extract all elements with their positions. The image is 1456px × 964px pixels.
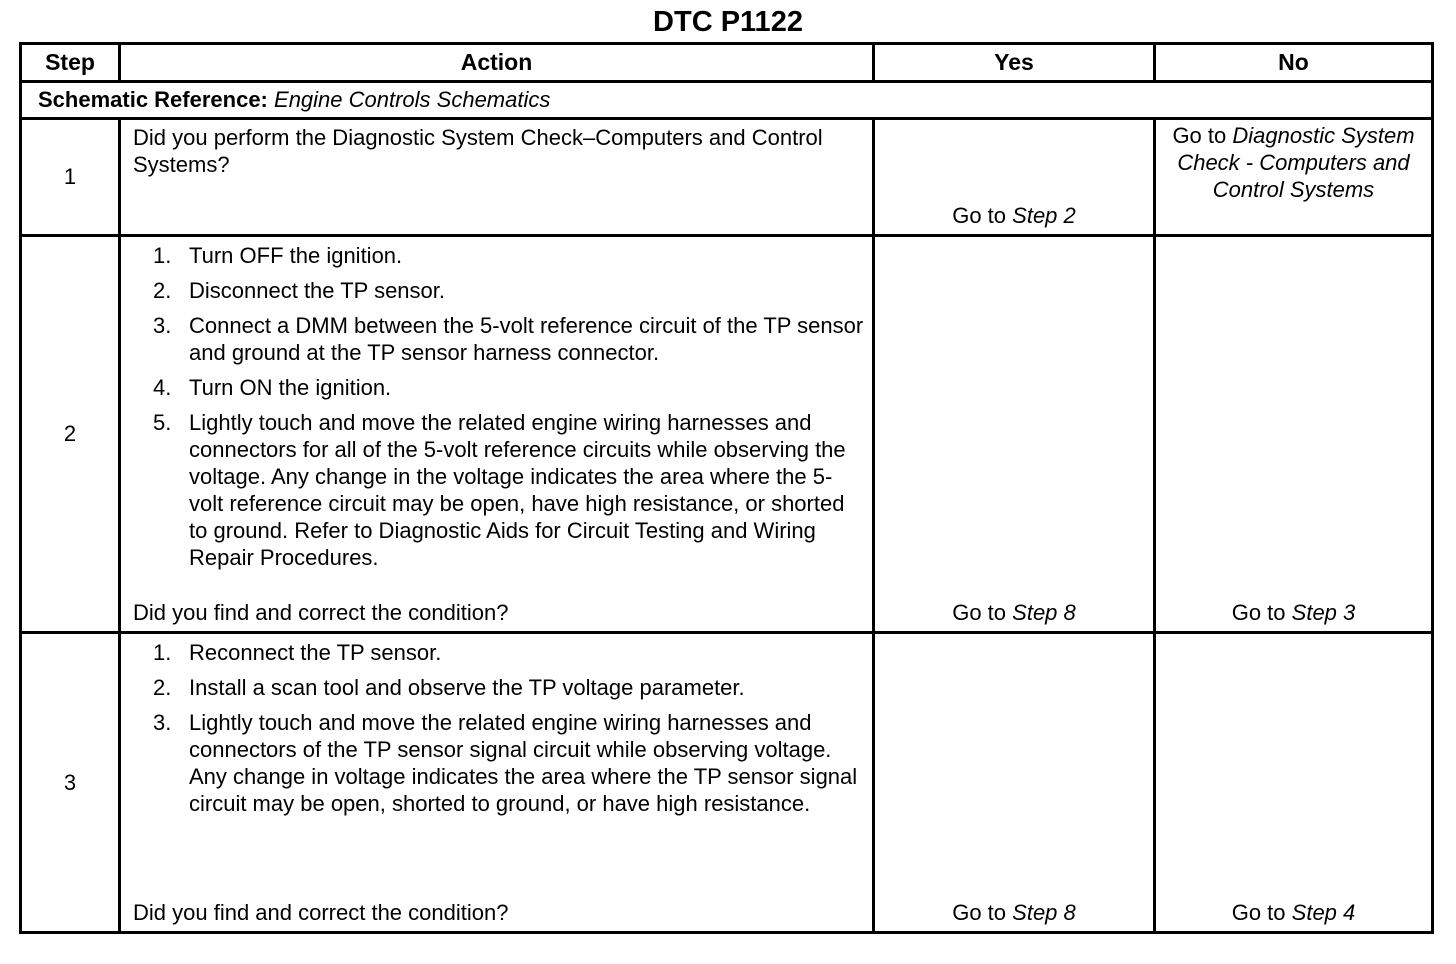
instruction-item: Disconnect the TP sensor. bbox=[189, 278, 445, 303]
header-row bbox=[21, 44, 1433, 82]
yes-result: Go to Step 8 bbox=[952, 900, 1076, 925]
schematic-reference-label: Schematic Reference: bbox=[38, 87, 268, 112]
no-cell bbox=[1155, 119, 1433, 236]
instruction-item: Lightly touch and move the related engine wiring harnesses and connectors of the TP sensor signal circuit while observing voltage. Any change in voltage indicates the area where the TP sensor signal circuit may be open, shorted to ground, or have high resistance. bbox=[189, 710, 858, 816]
instruction-item: Turn OFF the ignition. bbox=[189, 243, 403, 268]
no-cell bbox=[1155, 236, 1433, 633]
schematic-reference-row bbox=[21, 82, 1433, 119]
schematic-reference-value: Engine Controls Schematics bbox=[274, 87, 551, 112]
schematic-reference bbox=[21, 82, 1433, 119]
step-number: 1 bbox=[21, 119, 120, 236]
instruction-item: Lightly touch and move the related engine wiring harnesses and connectors for all of the 5-volt reference circuits while observing the voltage. Any change in the voltage indicates the area where the 5-volt reference circuit may be open, have high resistance, or shorted to ground. Refer to Diagnostic Aids for Circuit Testing and Wiring Repair Procedures. bbox=[189, 410, 846, 570]
instruction-item: Install a scan tool and observe the TP voltage parameter. bbox=[189, 675, 745, 700]
yes-result: Go to Step 8 bbox=[952, 600, 1076, 625]
yes-result: Go to Step 2 bbox=[952, 203, 1076, 228]
step-row-3 bbox=[21, 633, 1433, 933]
header-yes: Yes bbox=[874, 44, 1155, 82]
no-result: Go to Step 3 bbox=[1231, 600, 1356, 625]
step-row-1 bbox=[21, 119, 1433, 236]
step-question: Did you find and correct the condition? bbox=[133, 600, 509, 625]
no-target: Step 4 bbox=[1291, 900, 1356, 925]
action-cell bbox=[120, 236, 874, 633]
step-question: Did you find and correct the condition? bbox=[133, 900, 509, 925]
yes-cell bbox=[874, 633, 1155, 933]
header-action: Action bbox=[120, 44, 874, 82]
no-result: Go to Step 4 bbox=[1231, 900, 1356, 925]
instruction-item: Reconnect the TP sensor. bbox=[189, 640, 442, 665]
no-target: Step 3 bbox=[1291, 600, 1356, 625]
no-target: Diagnostic System Check - Computers and Control Systems bbox=[1177, 123, 1415, 202]
action-cell bbox=[120, 633, 874, 933]
yes-cell bbox=[874, 119, 1155, 236]
no-cell bbox=[1155, 633, 1433, 933]
step-question: Did you perform the Diagnostic System Check–Computers and Control Systems? bbox=[133, 125, 823, 177]
yes-target: Step 8 bbox=[1012, 900, 1076, 925]
diagnostic-table bbox=[19, 42, 1434, 934]
yes-target: Step 8 bbox=[1012, 600, 1076, 625]
header-no: No bbox=[1155, 44, 1433, 82]
instruction-item: Turn ON the ignition. bbox=[189, 375, 392, 400]
step-instructions bbox=[133, 639, 866, 825]
document-title: DTC P1122 bbox=[653, 6, 803, 38]
instruction-item: Connect a DMM between the 5-volt reference circuit of the TP sensor and ground at the TP sensor harness connector. bbox=[189, 313, 864, 365]
step-number: 2 bbox=[21, 236, 120, 633]
no-result: Go to Diagnostic System Check - Computers and Control Systems bbox=[1172, 123, 1415, 202]
step-row-2 bbox=[21, 236, 1433, 633]
step-number: 3 bbox=[21, 633, 120, 933]
yes-cell bbox=[874, 236, 1155, 633]
action-cell bbox=[120, 119, 874, 236]
step-instructions bbox=[133, 242, 866, 579]
header-step: Step bbox=[21, 44, 120, 82]
yes-target: Step 2 bbox=[1012, 203, 1076, 228]
